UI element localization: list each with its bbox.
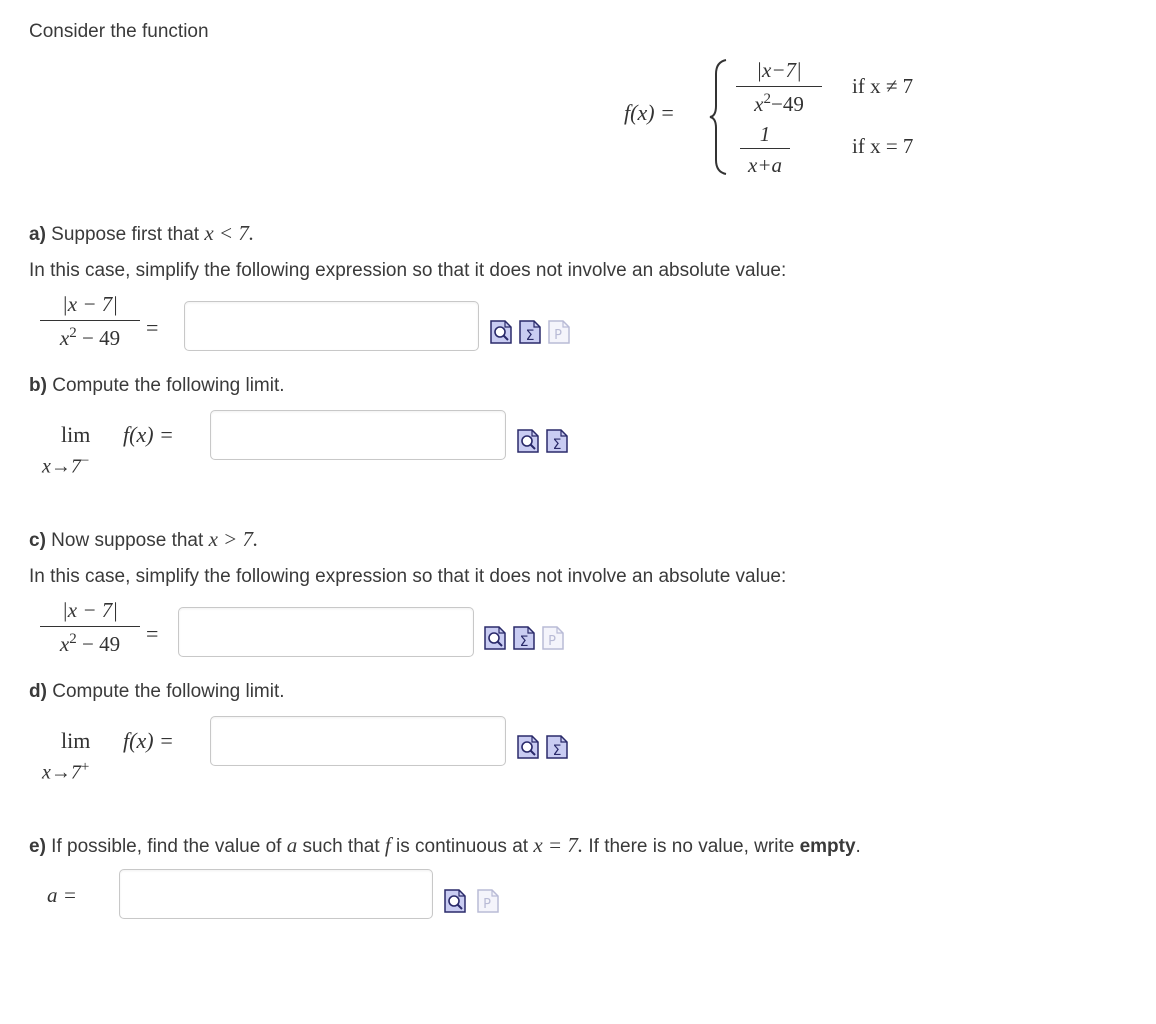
part-c-expr-numerator: |x − 7| [61, 598, 119, 622]
part-b-label: b) [29, 375, 47, 396]
part-e-empty-keyword: empty [799, 836, 856, 857]
part-b-side: − [80, 453, 90, 469]
case2-numerator: 1 [759, 122, 771, 146]
part-b-heading [29, 375, 285, 397]
part-d-heading [29, 681, 285, 703]
part-c-heading [29, 527, 258, 552]
part-b-fx: f(x) = [123, 422, 174, 447]
part-e-answer-input[interactable] [119, 869, 433, 919]
part-a-heading [29, 221, 254, 246]
svg-text:Σ: Σ [552, 437, 562, 453]
part-a-expr-numerator: |x − 7| [61, 292, 119, 316]
part-d-label: d) [29, 681, 47, 702]
part-b-answer-input[interactable] [210, 410, 506, 460]
svg-text:Σ: Σ [519, 634, 529, 650]
part-c-instruction: In this case, simplify the following expression so that it does not involve an absolute value: [29, 566, 787, 587]
part-b-subscript: x→7− [42, 453, 90, 478]
part-a-expression [40, 292, 140, 351]
case2-condition: if x = 7 [852, 134, 914, 158]
part-c-condition: x > 7. [208, 527, 259, 551]
part-e-condition: x = 7. [533, 833, 584, 857]
svg-text:Σ: Σ [552, 743, 562, 759]
part-a-label: a) [29, 224, 46, 245]
part-a-text: Suppose first that [45, 224, 205, 245]
equation-editor-icon[interactable] [513, 626, 535, 650]
part-e-text-4: If there is no value, write [583, 836, 800, 857]
preview-icon[interactable] [444, 889, 466, 913]
part-c-answer-input[interactable] [178, 607, 474, 657]
part-b-lim: lim [61, 422, 91, 447]
help-p-icon[interactable] [548, 320, 570, 344]
part-c-expr-denominator: $x^2 - 49$ [59, 631, 121, 656]
intro-text: Consider the function [29, 21, 209, 42]
svg-text:P: P [483, 897, 491, 912]
part-e-text-3: is continuous at [390, 836, 534, 857]
preview-icon[interactable] [517, 429, 539, 453]
part-e-text-5: . [855, 836, 861, 857]
preview-icon[interactable] [490, 320, 512, 344]
part-d-lim: lim [61, 728, 91, 753]
part-a-condition: x < 7. [204, 221, 255, 245]
part-d-side: + [80, 759, 90, 775]
part-a-instruction: In this case, simplify the following expression so that it does not involve an absolute value: [29, 260, 787, 281]
part-c-equals: = [146, 621, 159, 646]
part-c-label: c) [29, 530, 46, 551]
part-e-heading [29, 833, 861, 858]
case1-condition: if x ≠ 7 [852, 74, 914, 98]
part-d-subscript: x→7+ [42, 759, 90, 784]
left-brace [708, 58, 730, 176]
part-e-var-f: f [384, 833, 391, 857]
part-c-expression [40, 598, 140, 657]
case2-fraction [740, 122, 790, 178]
help-p-icon[interactable] [542, 626, 564, 650]
equation-editor-icon[interactable] [546, 429, 568, 453]
part-e-text-2: such that [297, 836, 385, 857]
part-d-fx: f(x) = [123, 728, 174, 753]
equation-editor-icon[interactable] [546, 735, 568, 759]
case2-denominator: x+a [748, 153, 782, 177]
part-d-answer-input[interactable] [210, 716, 506, 766]
case1-fraction [736, 58, 822, 117]
part-e-var-a: a [286, 833, 298, 857]
part-e-label: e) [29, 836, 46, 857]
equation-editor-icon[interactable] [519, 320, 541, 344]
svg-text:P: P [554, 328, 562, 343]
part-a-answer-input[interactable] [184, 301, 479, 351]
part-b-text: Compute the following limit. [46, 375, 285, 396]
case1-numerator: |x−7| [756, 58, 802, 82]
part-a-equals: = [146, 315, 159, 340]
part-a-expr-denominator: $x^2 - 49$ [59, 325, 121, 350]
part-e-text-1: If possible, find the value of [45, 836, 287, 857]
preview-icon[interactable] [517, 735, 539, 759]
preview-icon[interactable] [484, 626, 506, 650]
part-c-text: Now suppose that [45, 530, 209, 551]
part-e-prompt: a = [47, 883, 77, 907]
svg-text:Σ: Σ [525, 328, 535, 344]
function-lhs: f(x) = [624, 100, 675, 125]
svg-text:P: P [548, 634, 556, 649]
case1-denominator: $x^2-49$ [754, 91, 804, 116]
help-p-icon[interactable] [477, 889, 499, 913]
part-d-text: Compute the following limit. [46, 681, 285, 702]
